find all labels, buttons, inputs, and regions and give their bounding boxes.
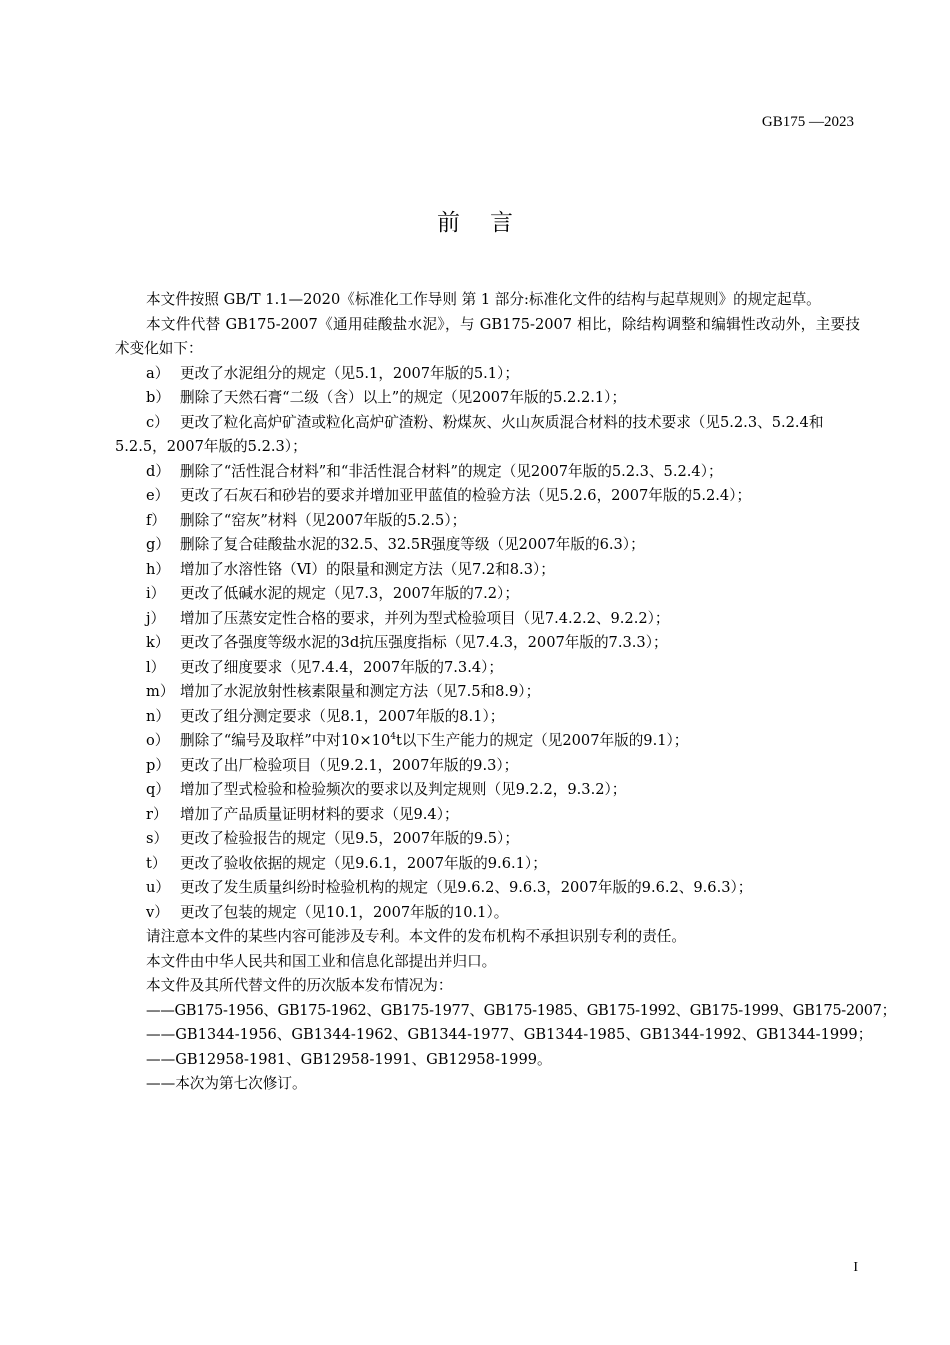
list-item — [115, 852, 860, 877]
list-item-text: 更改了细度要求（见7.4.4，2007年版的7.3.4）； — [180, 658, 504, 676]
list-item-text: t以下生产能力的规定（见2007年版的9.1）； — [395, 732, 689, 749]
list-marker: k） — [146, 634, 170, 651]
history-line: ——GB1344-1956、GB1344-1962、GB1344-1977、GB1344-1985、GB1344-1992、GB1344-1999； — [146, 1026, 873, 1043]
page-title: 前言 — [437, 210, 543, 236]
list-marker: q） — [146, 781, 170, 798]
note-paragraph: 本文件由中华人民共和国工业和信息化部提出并归口。 — [146, 952, 497, 970]
list-marker: e） — [146, 487, 170, 504]
list-marker: u） — [146, 879, 170, 896]
list-marker: b） — [146, 389, 170, 406]
list-marker: l） — [146, 658, 166, 676]
standard-number: GB175 —2023 — [761, 114, 854, 130]
list-item-text: 删除了“编号及取样”中对10×10 — [180, 732, 391, 749]
history-line: ——GB12958-1981、GB12958-1991、GB12958-1999。 — [146, 1050, 552, 1068]
list-item-text: 更改了发生质量纠纷时检验机构的规定（见9.6.2、9.6.3，2007年版的9.6.2、9.6.3）； — [180, 879, 753, 896]
list-marker: r） — [146, 805, 168, 823]
list-marker: f） — [146, 511, 166, 529]
list-marker: h） — [146, 560, 170, 578]
list-item-text: 增加了水溶性铬（Ⅵ）的限量和测定方法（见7.2和8.3）； — [180, 560, 555, 578]
list-marker: m） — [146, 683, 175, 700]
list-marker: g） — [146, 536, 170, 553]
list-item — [115, 729, 860, 754]
intro-paragraph: 本文件按照 GB/T 1.1—2020《标准化工作导则 第 1 部分:标准化文件的结构与起草规则》的规定起草。 — [146, 291, 821, 308]
list-item — [115, 680, 860, 705]
list-item-text: 更改了出厂检验项目（见9.2.1，2007年版的9.3）； — [180, 756, 519, 774]
list-item-text: 删除了“窑灰”材料（见2007年版的5.2.5）； — [180, 511, 467, 529]
document-body — [115, 288, 896, 1097]
list-item — [115, 778, 860, 803]
list-marker: p） — [146, 756, 170, 774]
list-marker: a） — [146, 364, 170, 382]
page-number: I — [853, 1260, 858, 1275]
list-item — [115, 509, 860, 534]
list-marker: n） — [146, 707, 170, 725]
list-item — [115, 631, 860, 656]
list-item-text: 更改了粒化高炉矿渣或粒化高炉矿渣粉、粉煤灰、火山灰质混合材料的技术要求（见5.2.3、5.2.4和5.2.5，2007年版的5.2.3）； — [115, 413, 824, 455]
list-item — [115, 484, 860, 509]
list-marker: s） — [146, 830, 169, 847]
list-item — [115, 705, 860, 730]
list-item — [115, 362, 860, 387]
list-item-text: 更改了石灰石和砂岩的要求并增加亚甲蓝值的检验方法（见5.2.6，2007年版的5.2.4）； — [180, 487, 752, 504]
list-item — [115, 533, 860, 558]
list-item-text: 更改了验收依据的规定（见9.6.1，2007年版的9.6.1）； — [180, 854, 547, 872]
list-item — [115, 754, 860, 779]
list-item-text: 更改了水泥组分的规定（见5.1，2007年版的5.1）； — [180, 364, 519, 382]
list-item-text: 删除了“活性混合材料”和“非活性混合材料”的规定（见2007年版的5.2.3、5.2.4）； — [180, 462, 723, 480]
list-item — [115, 558, 860, 583]
list-item — [115, 876, 860, 901]
intro-paragraph: 本文件代替 GB175-2007《通用硅酸盐水泥》，与 GB175-2007 相比，除结构调整和编辑性改动外，主要技术变化如下： — [115, 315, 860, 357]
list-item-text: 更改了检验报告的规定（见9.5，2007年版的9.5）； — [180, 830, 519, 847]
list-item — [115, 656, 860, 681]
list-item-text: 增加了水泥放射性核素限量和测定方法（见7.5和8.9）； — [180, 683, 541, 700]
list-item-text: 增加了压蒸安定性合格的要求，并列为型式检验项目（见7.4.2.2、9.2.2）； — [180, 609, 670, 627]
list-marker: t） — [146, 854, 167, 872]
list-marker: v） — [146, 903, 169, 921]
list-item — [115, 386, 860, 411]
list-marker: c） — [146, 413, 169, 431]
list-marker: i） — [146, 585, 166, 602]
note-paragraph: 本文件及其所代替文件的历次版本发布情况为： — [146, 977, 453, 994]
list-item — [115, 901, 860, 926]
list-item-text: 更改了组分测定要求（见8.1，2007年版的8.1）； — [180, 707, 505, 725]
superscript-exponent: 4 — [390, 732, 396, 742]
list-item-text: 删除了天然石膏“二级（含）以上”的规定（见2007年版的5.2.2.1）； — [180, 389, 627, 406]
list-item-text: 更改了各强度等级水泥的3d抗压强度指标（见7.4.3，2007年版的7.3.3）； — [180, 634, 668, 651]
list-marker: d） — [146, 462, 170, 480]
list-marker: o） — [146, 732, 170, 749]
list-item — [115, 582, 860, 607]
history-line: ——GB175-1956、GB175-1962、GB175-1977、GB175-1985、GB175-1992、GB175-1999、GB175-2007； — [146, 1001, 896, 1019]
history-line: ——本次为第七次修订。 — [146, 1075, 307, 1092]
change-list — [115, 362, 860, 926]
list-item — [115, 803, 860, 828]
list-item — [115, 460, 860, 485]
list-item-text: 增加了产品质量证明材料的要求（见9.4）； — [180, 805, 459, 823]
list-item-text: 删除了复合硅酸盐水泥的32.5、32.5R强度等级（见2007年版的6.3）； — [180, 536, 645, 553]
list-item-text: 更改了包装的规定（见10.1，2007年版的10.1）。 — [180, 903, 509, 921]
list-item — [115, 607, 860, 632]
list-marker: j） — [146, 609, 166, 627]
list-item-text: 增加了型式检验和检验频次的要求以及判定规则（见9.2.2，9.3.2）； — [180, 781, 627, 798]
list-item-text: 更改了低碱水泥的规定（见7.3，2007年版的7.2）； — [180, 585, 519, 602]
note-paragraph: 请注意本文件的某些内容可能涉及专利。本文件的发布机构不承担识别专利的责任。 — [146, 928, 686, 945]
list-item — [115, 411, 860, 460]
list-item — [115, 827, 860, 852]
